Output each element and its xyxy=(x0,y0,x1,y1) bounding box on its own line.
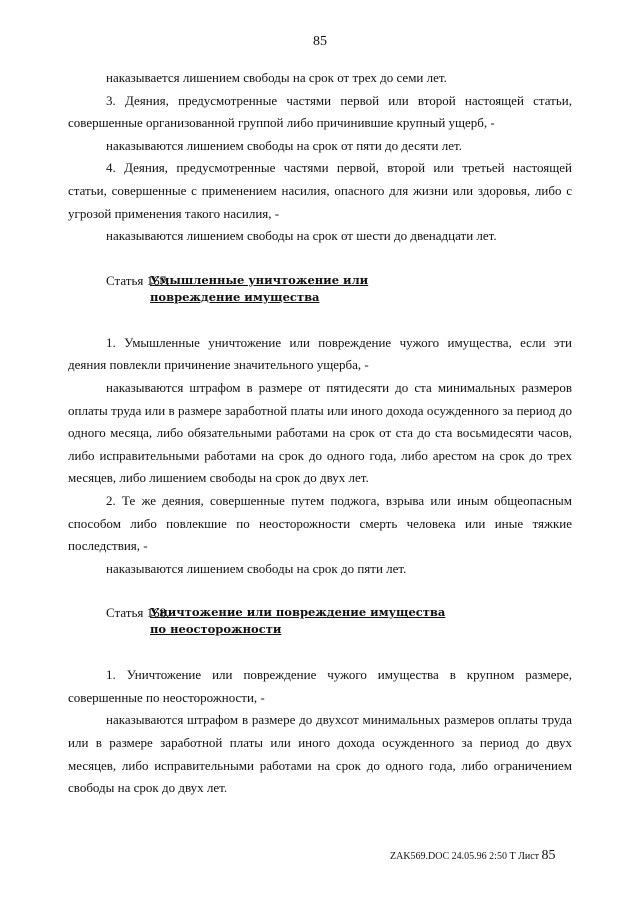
penalty-paragraph: наказываются лишением свободы на срок от пяти до десяти лет. xyxy=(106,137,462,153)
document-body xyxy=(68,67,572,800)
penalty-paragraph: наказывается лишением свободы на срок от трех до семи лет. xyxy=(106,70,447,85)
article-title: Уничтожение или повреждение имущества по неосторожности xyxy=(150,605,446,637)
article-heading xyxy=(68,604,572,638)
article-title: Умышленные уничтожение или повреждение имущества xyxy=(150,272,369,304)
page-number: 85 xyxy=(313,34,327,49)
footer-date: 24.05.96 xyxy=(451,851,487,862)
penalty-paragraph: наказываются лишением свободы на срок от шести до двенадцати лет. xyxy=(106,228,497,244)
article-paragraph: 2. Те же деяния, совершенные путем поджога, взрыва или иным общеопасным способом либо повлекшие по неосторожности смерть человека или иные тяжкие последствия, - xyxy=(68,492,572,554)
penalty-paragraph: наказываются лишением свободы на срок до пяти лет. xyxy=(106,560,407,576)
article-paragraph: 3. Деяния, предусмотренные частями первой или второй настоящей статьи, совершенные организованной группой либо причинившие крупный ущерб, - xyxy=(68,92,572,131)
footer-time: 2:50 xyxy=(489,851,507,862)
footer-file: ZAK569.DOC xyxy=(390,851,450,862)
article-heading xyxy=(68,272,572,306)
penalty-paragraph: наказываются штрафом в размере от пятидесяти до ста минимальных размеров оплаты труда или в размере заработной платы или иного дохода осужденного за период до одного месяца, либо обязательными работами на срок от ста до ста восьмидесяти часов, либо исправительными работами на срок до одного года, либо арестом на срок до трех месяцев, либо лишением свободы на срок до двух лет. xyxy=(68,379,572,486)
footer-sheet-number: 85 xyxy=(541,848,556,863)
article-paragraph: 1. Уничтожение или повреждение чужого имущества в крупном размере, совершенные по неосторожности, - xyxy=(68,667,572,705)
footer-mark: Т xyxy=(509,851,516,862)
footer-sheet-label: Лист xyxy=(518,851,540,862)
article-paragraph: 4. Деяния, предусмотренные частями первой, второй или третьей настоящей статьи, совершенные с применением насилия, опасного для жизни или здоровья, либо с угрозой применения такого насилия, - xyxy=(68,160,572,221)
article-number: Статья 168. xyxy=(106,605,170,621)
penalty-paragraph: наказываются штрафом в размере до двухсот минимальных размеров оплаты труда или в размере заработной платы или иного дохода осужденного за период до двух месяцев, либо исправительными работами на срок до одного года, либо ограничением свободы на срок до двух лет. xyxy=(68,712,572,796)
article-paragraph: 1. Умышленные уничтожение или повреждение чужого имущества, если эти деяния повлекли причинение значительного ущерба, - xyxy=(68,334,572,373)
footer xyxy=(390,848,556,864)
article-number: Статья 167. xyxy=(106,272,170,288)
